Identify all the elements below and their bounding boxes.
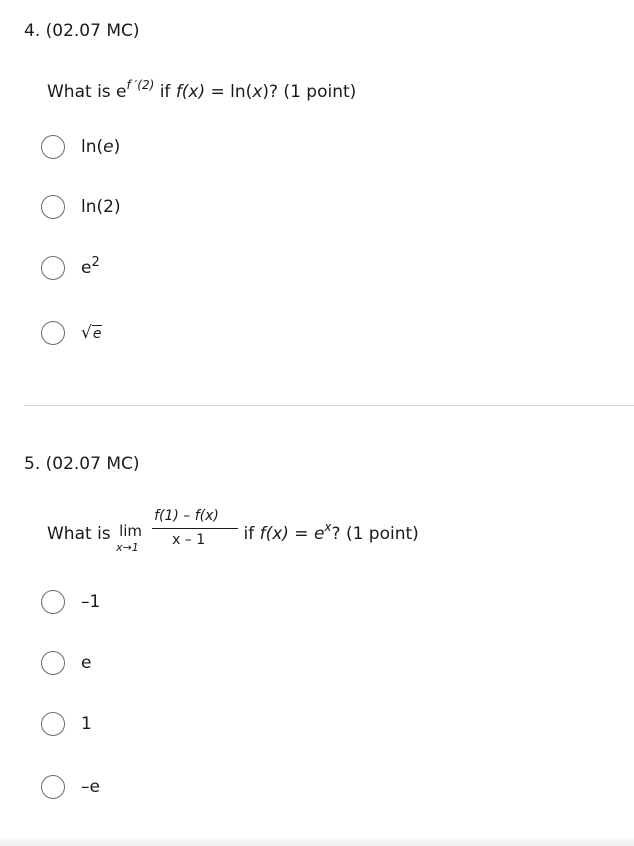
q4-option-3[interactable]	[41, 254, 100, 282]
page-bottom-edge	[0, 838, 634, 846]
radio-button[interactable]	[41, 651, 65, 675]
q5-prompt-tail: ? (1 point)	[331, 524, 419, 544]
q4-prompt-x: x	[252, 82, 263, 102]
radio-button[interactable]	[41, 256, 65, 280]
radio-button[interactable]	[41, 321, 65, 345]
radio-button[interactable]	[41, 775, 65, 799]
lim-label: lim	[119, 522, 143, 540]
q5-option-3[interactable]	[41, 710, 92, 738]
lim-subscript: x→1	[116, 541, 139, 554]
q4-option-2[interactable]	[41, 193, 121, 221]
q5-option-2-label: e	[81, 653, 92, 673]
radio-button[interactable]	[41, 195, 65, 219]
q4-option-3-label: $e^2$	[81, 255, 100, 278]
q4-prompt-fx: f(x)	[175, 82, 206, 102]
q4-prompt-start: What is e	[47, 82, 127, 102]
q4-option-4[interactable]	[41, 319, 102, 347]
q4-option-4-label: √e	[81, 323, 102, 343]
q5-prompt-exp: x	[324, 520, 332, 534]
radio-button[interactable]	[41, 712, 65, 736]
limit-expression	[116, 506, 238, 556]
q4-prompt-exponent: f ′(2)	[126, 78, 155, 92]
radio-button[interactable]	[41, 135, 65, 159]
q4-prompt-tail: )? (1 point)	[262, 82, 357, 102]
fraction-numerator: f(1) – f(x)	[154, 508, 219, 524]
q5-prompt-fx: f(x)	[259, 524, 289, 544]
q5-prompt	[47, 509, 419, 559]
q5-option-1-label: –1	[81, 592, 101, 612]
q5-option-4[interactable]	[41, 773, 100, 801]
q4-prompt-if: if	[159, 82, 176, 102]
q5-prompt-if: if	[238, 524, 260, 544]
q5-prompt-e: e	[313, 524, 325, 544]
q5-option-1[interactable]	[41, 588, 100, 616]
question-divider	[24, 405, 634, 406]
q4-header: 4. (02.07 MC)	[24, 21, 140, 41]
q4-option-2-label: ln(2)	[81, 197, 121, 217]
q5-prompt-equals: =	[288, 524, 314, 544]
q5-option-4-label: –e	[81, 777, 100, 797]
q4-prompt-equals: = ln(	[205, 82, 253, 102]
q5-option-2[interactable]	[41, 649, 91, 677]
q4-option-1[interactable]	[41, 133, 120, 161]
fraction-bar	[152, 528, 238, 529]
q5-prompt-start: What is	[47, 524, 117, 544]
radio-button[interactable]	[41, 590, 65, 614]
q4-option-1-label: ln(e)	[81, 137, 121, 157]
q5-header: 5. (02.07 MC)	[24, 454, 140, 474]
q5-option-3-label: 1	[81, 714, 92, 734]
fraction-denominator: x – 1	[172, 532, 206, 548]
q4-prompt	[47, 78, 357, 102]
